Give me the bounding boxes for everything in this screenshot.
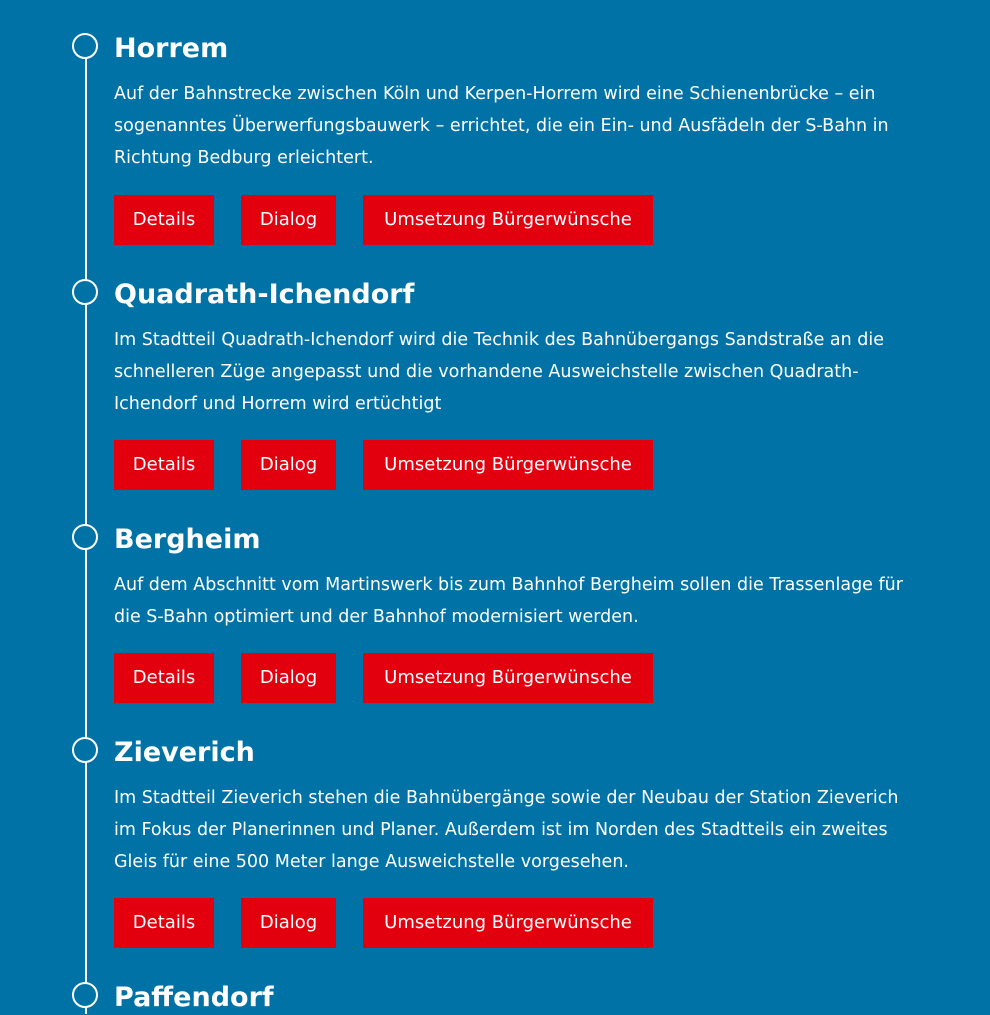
station-title: Zieverich: [114, 737, 255, 768]
timeline-circle-icon: [72, 524, 98, 550]
station-title: Bergheim: [114, 524, 261, 555]
dialog-button[interactable]: Dialog: [241, 440, 336, 490]
citizen-wishes-button[interactable]: Umsetzung Bürgerwünsche: [363, 653, 653, 703]
station-description: Im Stadtteil Zieverich stehen die Bahnübergänge sowie der Neubau der Station Zieverich im Fokus der Planerinnen und Planer. Außerdem ist im Norden des Stadtteils ein zweites Gleis für eine 500 Meter lange Ausweichstelle vorgesehen.: [114, 788, 899, 872]
timeline-circle-icon: [72, 279, 98, 305]
station-title: Quadrath-Ichendorf: [114, 279, 415, 310]
timeline-circle-icon: [72, 737, 98, 763]
station-title: Paffendorf: [114, 982, 274, 1013]
details-button[interactable]: Details: [114, 195, 214, 245]
station-description: Auf der Bahnstrecke zwischen Köln und Kerpen-Horrem wird eine Schienenbrücke – ein sogenanntes Überwerfungsbauwerk – errichtet, die ein Ein- und Ausfädeln der S-Bahn in Richtung Bedburg erleichtert.: [114, 84, 889, 168]
station-description: Im Stadtteil Quadrath-Ichendorf wird die Technik des Bahnübergangs Sandstraße an die schnelleren Züge angepasst und die vorhandene Ausweichstelle zwischen Quadrath-Ichendorf und Horrem wird ertüchtigt: [114, 330, 885, 414]
citizen-wishes-button[interactable]: Umsetzung Bürgerwünsche: [363, 195, 653, 245]
timeline-circle-icon: [72, 982, 98, 1008]
details-button[interactable]: Details: [114, 898, 214, 948]
citizen-wishes-button[interactable]: Umsetzung Bürgerwünsche: [363, 898, 653, 948]
dialog-button[interactable]: Dialog: [241, 653, 336, 703]
details-button[interactable]: Details: [114, 653, 214, 703]
station-title: Horrem: [114, 33, 229, 64]
details-button[interactable]: Details: [114, 440, 214, 490]
dialog-button[interactable]: Dialog: [241, 898, 336, 948]
timeline-circle-icon: [72, 33, 98, 59]
dialog-button[interactable]: Dialog: [241, 195, 336, 245]
station-description: Auf dem Abschnitt vom Martinswerk bis zum Bahnhof Bergheim sollen die Trassenlage für die S-Bahn optimiert und der Bahnhof modernisiert werden.: [114, 575, 903, 627]
citizen-wishes-button[interactable]: Umsetzung Bürgerwünsche: [363, 440, 653, 490]
